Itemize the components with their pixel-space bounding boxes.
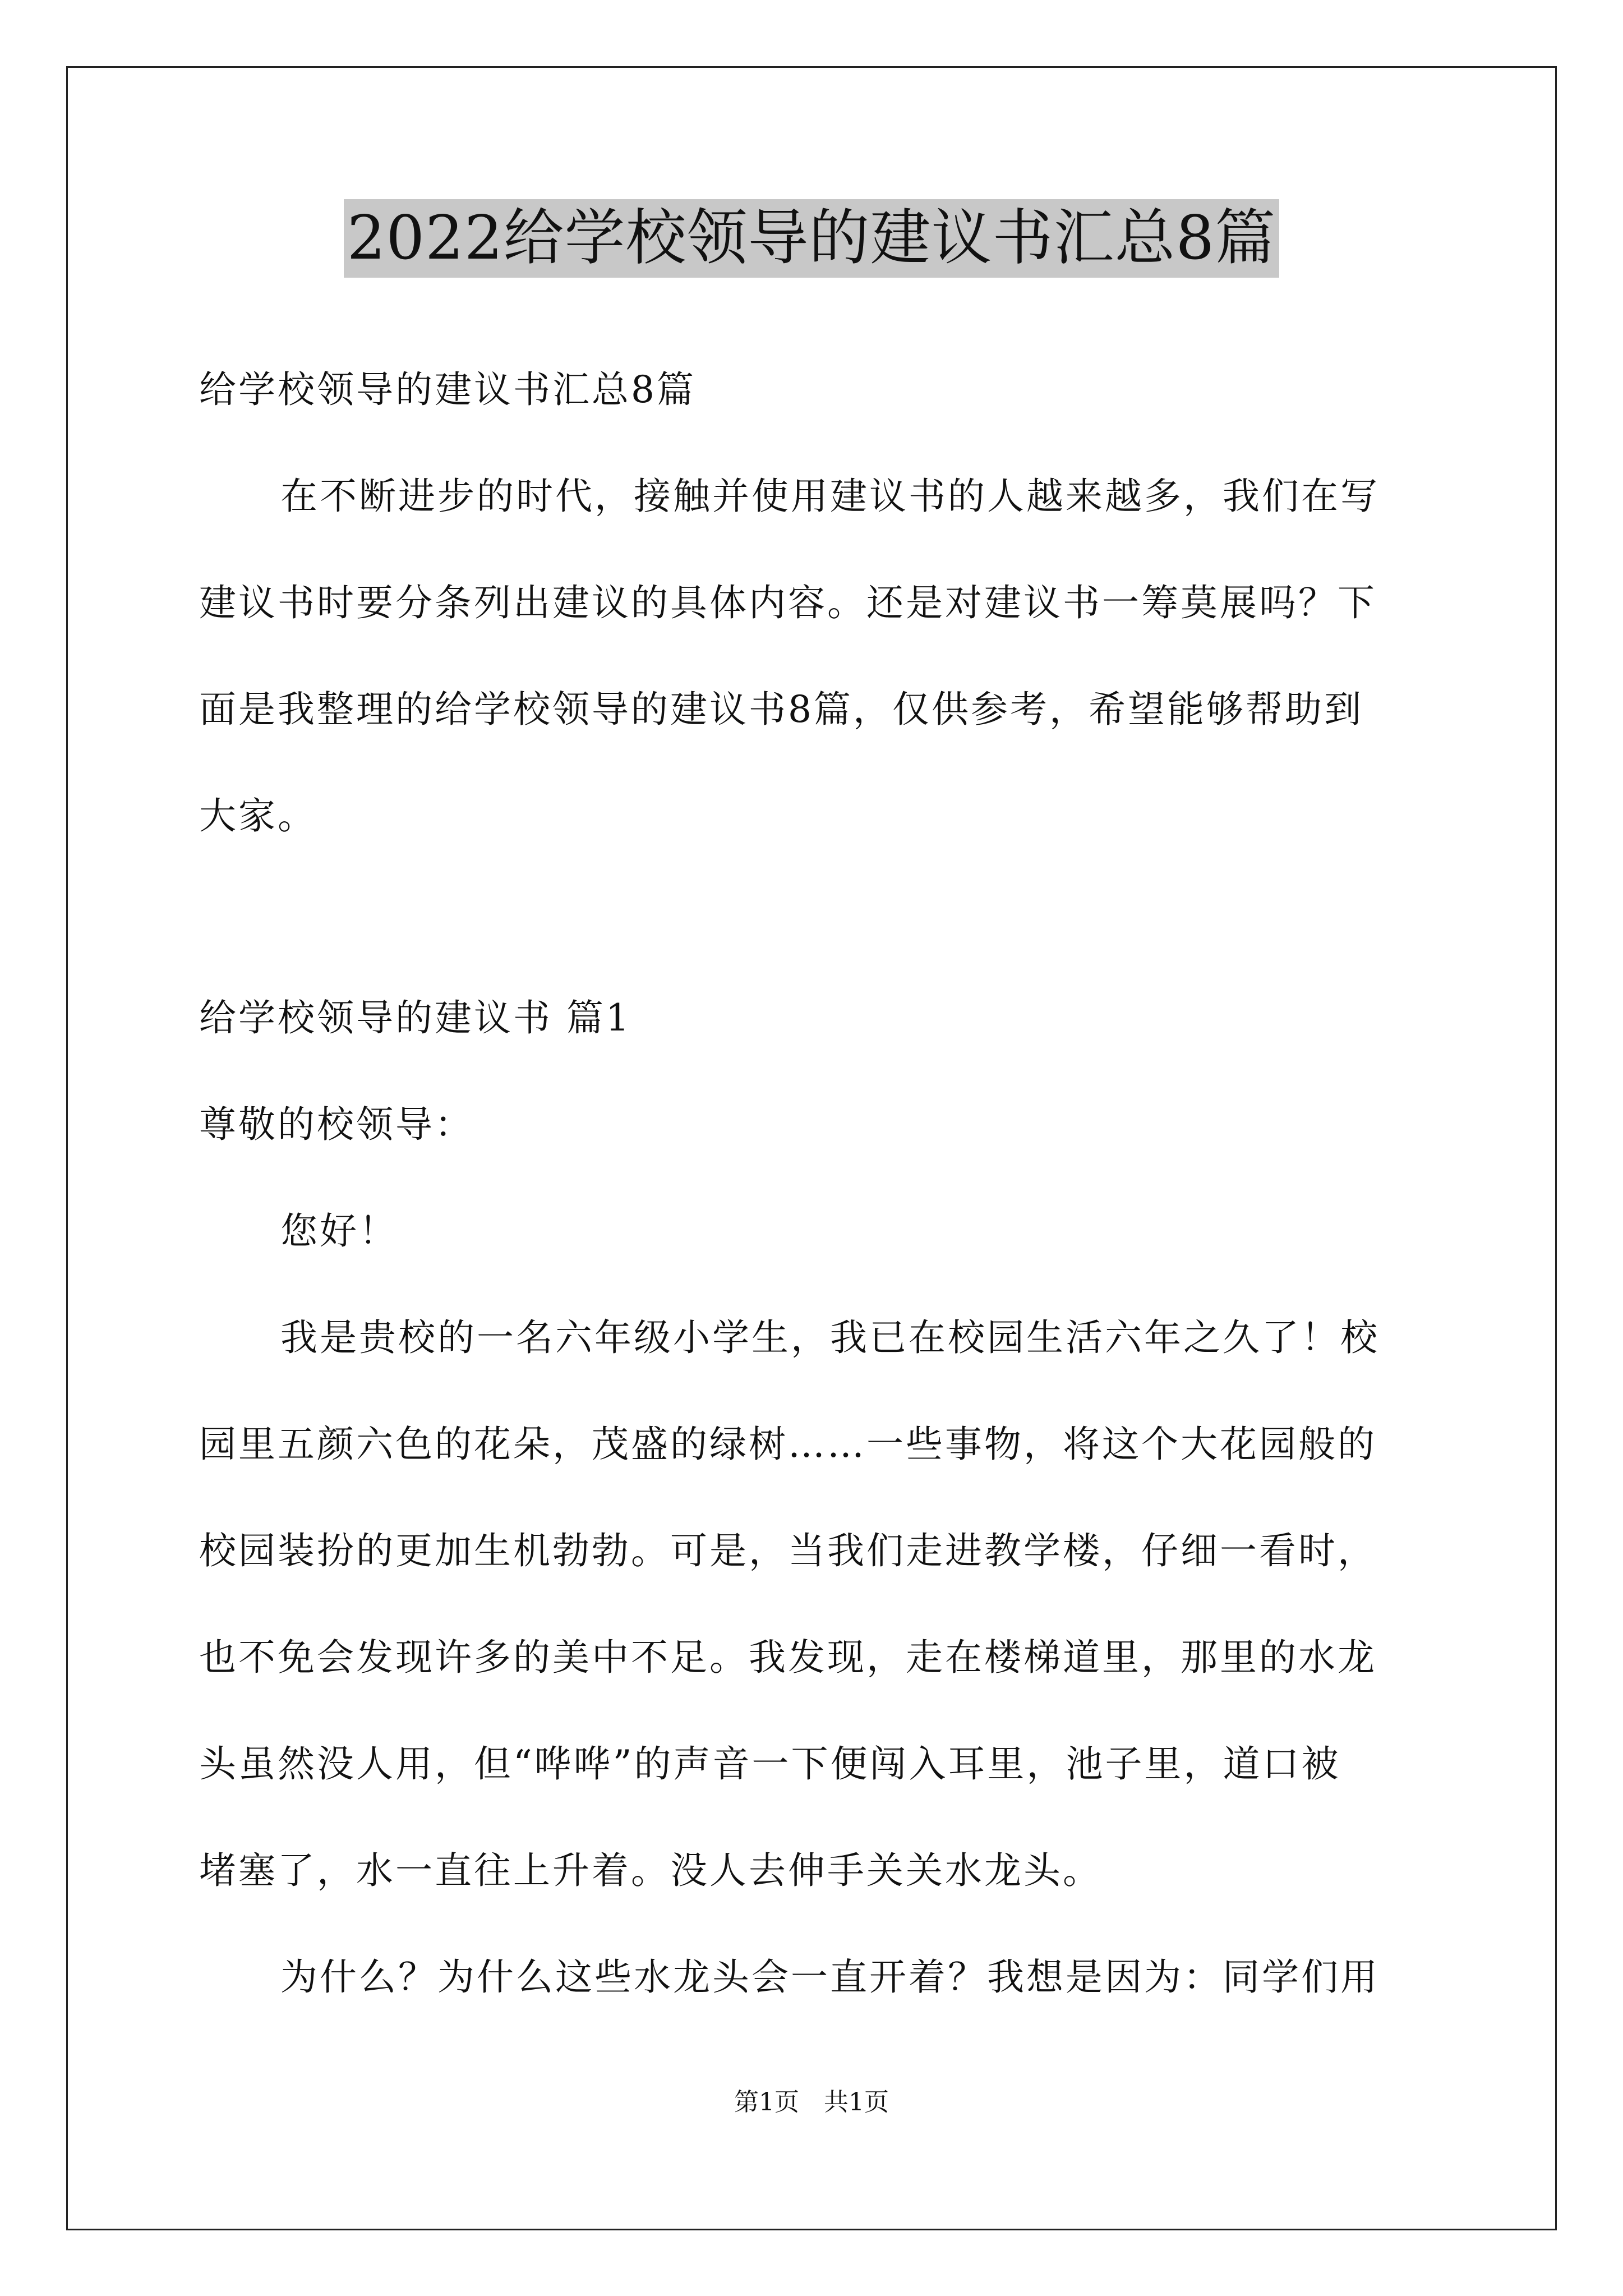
intro-line: 面是我整理的给学校领导的建议书8篇，仅供参考，希望能够帮助到: [199, 688, 1363, 731]
paragraph-line: 堵塞了，水一直往上升着。没人去伸手关关水龙头。: [199, 1849, 1102, 1892]
paragraph-line: 为什么？为什么这些水龙头会一直开着？我想是因为：同学们用: [280, 1955, 1380, 1999]
page-footer: 第1页 共1页: [734, 2088, 889, 2116]
title-container: [0, 199, 1623, 278]
section-heading: 给学校领导的建议书 篇1: [199, 996, 631, 1039]
document-body: [199, 337, 1433, 2031]
intro-paragraph: [199, 443, 1433, 869]
paragraph-line: 也不免会发现许多的美中不足。我发现，走在楼梯道里，那里的水龙: [199, 1636, 1377, 1679]
paragraph-spacer: [199, 869, 1433, 965]
letter-paragraph-1: [199, 1285, 1433, 1924]
paragraph-line: 园里五颜六色的花朵，茂盛的绿树……一些事物，将这个大花园般的: [199, 1423, 1377, 1466]
paragraph-line: 头虽然没人用，但“哗哗”的声音一下便闯入耳里，池子里，道口被: [199, 1742, 1341, 1786]
paragraph-line: 校园装扮的更加生机勃勃。可是，当我们走进教学楼，仔细一看时，: [199, 1529, 1377, 1572]
intro-line: 在不断进步的时代，接触并使用建议书的人越来越多，我们在写: [280, 475, 1380, 518]
letter-greeting: 您好！: [280, 1209, 398, 1253]
letter-paragraph-2: [199, 1924, 1433, 2031]
document-title: 2022给学校领导的建议书汇总8篇: [344, 199, 1280, 278]
document-subtitle: 给学校领导的建议书汇总8篇: [199, 368, 696, 411]
letter-salutation: 尊敬的校领导：: [199, 1103, 474, 1146]
paragraph-line: 我是贵校的一名六年级小学生，我已在校园生活六年之久了！校: [280, 1316, 1380, 1359]
intro-line: 大家。: [199, 794, 317, 838]
intro-line: 建议书时要分条列出建议的具体内容。还是对建议书一筹莫展吗？下: [199, 581, 1377, 624]
